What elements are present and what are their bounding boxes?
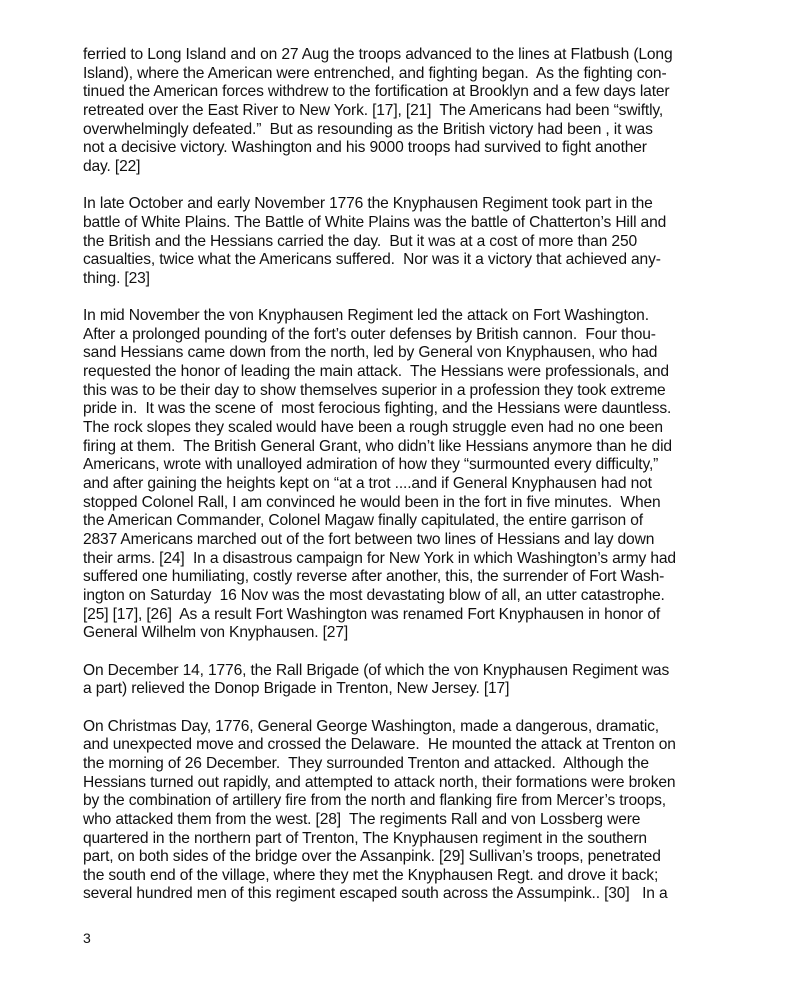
text-line: After a prolonged pounding of the fort’s outer defenses by British cannon. Four thou- xyxy=(83,325,656,343)
text-line: sand Hessians came down from the north, led by General von Knyphausen, who had xyxy=(83,344,658,362)
text-line: Island), where the American were entrenched, and fighting began. As the fighting con- xyxy=(83,64,667,82)
text-line: several hundred men of this regiment escaped south across the Assumpink.. [30] In a xyxy=(83,885,668,903)
text-line: thing. [23] xyxy=(83,269,150,287)
text-line: not a decisive victory. Washington and his 9000 troops had survived to fight another xyxy=(83,139,647,157)
text-line: firing at them. The British General Grant, who didn’t like Hessians anymore than he did xyxy=(83,437,672,455)
text-line: On December 14, 1776, the Rall Brigade (of which the von Knyphausen Regiment was xyxy=(83,661,670,679)
text-line: requested the honor of leading the main attack. The Hessians were professionals, and xyxy=(83,363,669,381)
text-line: Americans, wrote with unalloyed admiration of how they “surmounted every difficulty,” xyxy=(83,456,659,474)
text-line: the south end of the village, where they met the Knyphausen Regt. and drove it back; xyxy=(83,866,659,884)
text-line: the American Commander, Colonel Magaw finally capitulated, the entire garrison of xyxy=(83,512,643,530)
text-line: The rock slopes they scaled would have been a rough struggle even had no one been xyxy=(83,419,663,437)
text-line: day. [22] xyxy=(83,157,141,175)
text-line: stopped Colonel Rall, I am convinced he would been in the fort in five minutes. When xyxy=(83,493,661,511)
text-line: In late October and early November 1776 the Knyphausen Regiment took part in the xyxy=(83,195,653,213)
text-line: their arms. [24] In a disastrous campaign for New York in which Washington’s army had xyxy=(83,549,676,567)
text-line: [25] [17], [26] As a result Fort Washington was renamed Fort Knyphausen in honor of xyxy=(83,605,661,623)
text-line: In mid November the von Knyphausen Regiment led the attack on Fort Washington. xyxy=(83,307,649,325)
text-line: 2837 Americans marched out of the fort between two lines of Hessians and lay down xyxy=(83,531,655,549)
text-line: General Wilhelm von Knyphausen. [27] xyxy=(83,624,349,642)
document-body xyxy=(83,46,723,923)
text-line: by the combination of artillery fire from the north and flanking fire from Mercer’s troops, xyxy=(83,792,666,810)
paragraph xyxy=(83,195,723,288)
text-line: suffered one humiliating, costly reverse after another, this, the surrender of Fort Wash- xyxy=(83,568,665,586)
text-line: a part) relieved the Donop Brigade in Trenton, New Jersey. [17] xyxy=(83,680,510,698)
text-line: ington on Saturday 16 Nov was the most devastating blow of all, an utter catastrophe. xyxy=(83,587,665,604)
text-line: casualties, twice what the Americans suffered. Nor was it a victory that achieved any- xyxy=(83,251,661,269)
text-line: who attacked them from the west. [28] The regiments Rall and von Lossberg were xyxy=(83,810,641,828)
paragraph xyxy=(83,307,723,643)
text-line: overwhelmingly defeated.” But as resounding as the British victory had been , it was xyxy=(83,120,653,138)
text-line: the British and the Hessians carried the day. But it was at a cost of more than 250 xyxy=(83,232,637,250)
paragraph xyxy=(83,46,723,177)
text-line: this was to be their day to show themselves superior in a profession they took extreme xyxy=(83,381,666,399)
text-line: Hessians turned out rapidly, and attempted to attack north, their formations were broken xyxy=(83,773,676,791)
text-line: tinued the American forces withdrew to the fortification at Brooklyn and a few days later xyxy=(83,83,670,101)
text-line: On Christmas Day, 1776, General George Washington, made a dangerous, dramatic, xyxy=(83,717,659,735)
paragraph xyxy=(83,718,723,905)
text-line: retreated over the East River to New York. [17], [21] The Americans had been “swiftly, xyxy=(83,101,664,119)
text-line: part, on both sides of the bridge over the Assanpink. [29] Sullivan’s troops, penetrated xyxy=(83,848,661,866)
page-number: 3 xyxy=(83,930,91,946)
paragraph xyxy=(83,662,723,699)
text-line: ferried to Long Island and on 27 Aug the troops advanced to the lines at Flatbush (Long xyxy=(83,46,673,63)
text-line: and after gaining the heights kept on “at a trot ....and if General Knyphausen had not xyxy=(83,475,652,493)
text-line: and unexpected move and crossed the Delaware. He mounted the attack at Trenton on xyxy=(83,736,676,754)
text-line: battle of White Plains. The Battle of White Plains was the battle of Chatterton’s Hill and xyxy=(83,213,667,231)
text-line: the morning of 26 December. They surrounded Trenton and attacked. Although the xyxy=(83,754,649,772)
text-line: pride in. It was the scene of most ferocious fighting, and the Hessians were dauntless. xyxy=(83,400,672,418)
text-line: quartered in the northern part of Trenton, The Knyphausen regiment in the southern xyxy=(83,829,647,847)
